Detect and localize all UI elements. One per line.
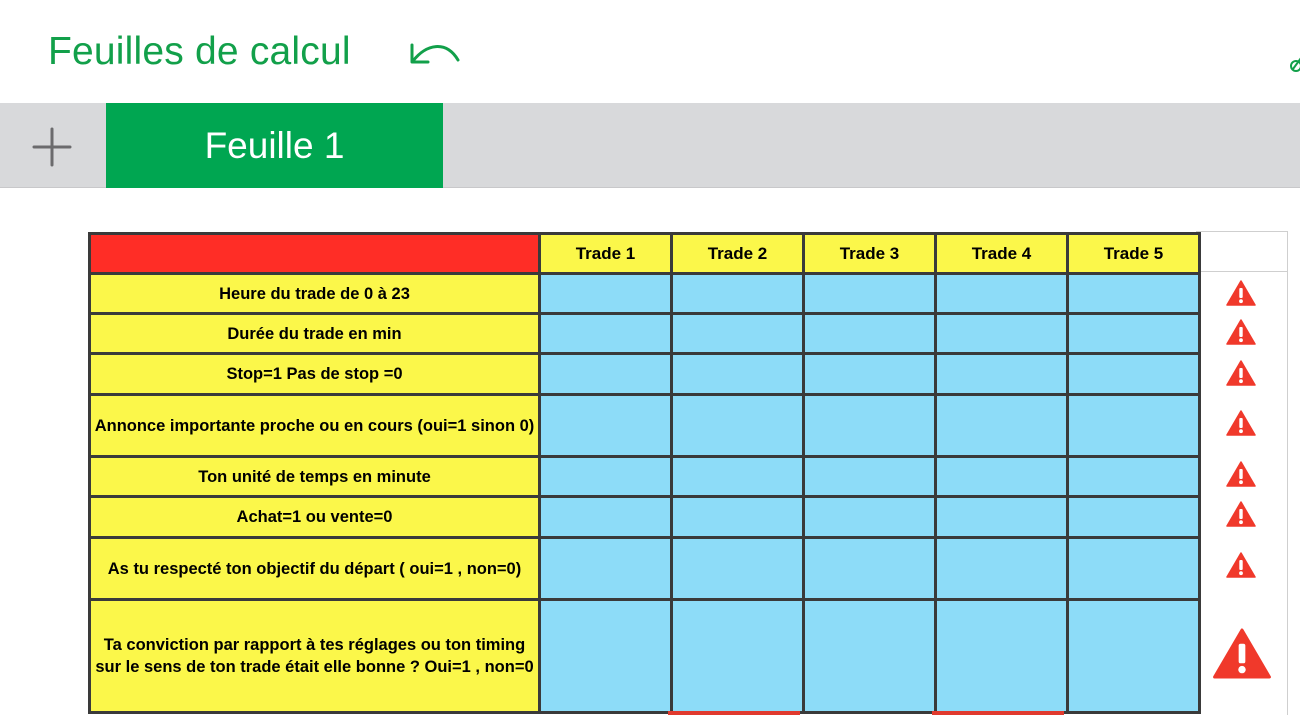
data-cell[interactable] [936,497,1068,538]
corner-cell[interactable] [90,234,540,274]
data-cell[interactable] [672,457,804,497]
table-row [90,538,1200,600]
data-cell[interactable] [540,274,672,314]
data-cell[interactable] [1068,395,1200,457]
data-cell[interactable] [936,395,1068,457]
cell-error-indicator [668,711,800,715]
row-label[interactable]: Achat=1 ou vente=0 [90,497,540,538]
undo-button[interactable] [404,36,462,70]
grid-line [1196,271,1288,272]
data-cell[interactable] [540,354,672,395]
data-cell[interactable] [672,395,804,457]
data-cell[interactable] [936,457,1068,497]
data-cell[interactable] [672,497,804,538]
header-trade-4[interactable]: Trade 4 [936,234,1068,274]
data-cell[interactable] [936,354,1068,395]
data-cell[interactable] [540,457,672,497]
data-cell[interactable] [1068,538,1200,600]
data-cell[interactable] [540,497,672,538]
data-cell[interactable] [804,497,936,538]
data-cell[interactable] [804,354,936,395]
header-trade-5[interactable]: Trade 5 [1068,234,1200,274]
data-cell[interactable] [804,457,936,497]
table-row [90,395,1200,457]
data-cell[interactable] [1068,354,1200,395]
data-cell[interactable] [672,538,804,600]
grid-line [1287,231,1288,715]
sheet-tab-bar [0,103,1300,188]
table-row [90,274,1200,314]
table-row [90,600,1200,713]
row-label[interactable]: Ton unité de temps en minute [90,457,540,497]
row-label[interactable]: Annonce importante proche ou en cours (oui=1 sinon 0) [90,395,540,457]
table-row [90,354,1200,395]
warning-icon[interactable] [1226,360,1256,386]
data-cell[interactable] [804,274,936,314]
data-cell[interactable] [540,538,672,600]
data-cell[interactable] [936,314,1068,354]
plus-icon [22,121,82,173]
data-cell[interactable] [936,538,1068,600]
data-cell[interactable] [672,600,804,713]
row-label[interactable]: Durée du trade en min [90,314,540,354]
edit-icon[interactable] [1287,52,1300,74]
row-label[interactable]: Ta conviction par rapport à tes réglages ou ton timing sur le sens de ton trade était elle bonne ? Oui=1 , non=0 [90,600,540,713]
data-cell[interactable] [1068,600,1200,713]
undo-icon [404,36,462,70]
data-cell[interactable] [804,314,936,354]
warning-icon[interactable] [1226,461,1256,487]
data-cell[interactable] [672,354,804,395]
warning-icon[interactable] [1226,319,1256,345]
warning-icon[interactable] [1226,410,1256,436]
warning-icon[interactable] [1226,552,1256,578]
spreadsheets-back-link[interactable]: Feuilles de calcul [48,30,351,73]
data-cell[interactable] [804,395,936,457]
cell-error-indicator [932,711,1064,715]
header-trade-1[interactable]: Trade 1 [540,234,672,274]
data-cell[interactable] [936,600,1068,713]
data-cell[interactable] [1068,274,1200,314]
table-row [90,497,1200,538]
header-trade-3[interactable]: Trade 3 [804,234,936,274]
sheet-canvas [0,188,1300,715]
data-cell[interactable] [540,600,672,713]
header-trade-2[interactable]: Trade 2 [672,234,804,274]
table-row [90,457,1200,497]
row-label[interactable]: Heure du trade de 0 à 23 [90,274,540,314]
row-label[interactable]: As tu respecté ton objectif du départ ( oui=1 , non=0) [90,538,540,600]
data-cell[interactable] [804,538,936,600]
data-cell[interactable] [540,314,672,354]
tab-feuille-1[interactable]: Feuille 1 [106,103,443,188]
data-cell[interactable] [1068,497,1200,538]
data-cell[interactable] [804,600,936,713]
app-header [0,0,1300,103]
data-cell[interactable] [1068,457,1200,497]
warning-icon[interactable] [1226,501,1256,527]
header-row [90,234,1200,274]
grid-line [1196,231,1288,232]
warning-icon-selected[interactable] [1212,628,1272,679]
table-row [90,314,1200,354]
data-cell[interactable] [1068,314,1200,354]
data-cell[interactable] [936,274,1068,314]
add-sheet-button[interactable] [22,121,82,173]
data-cell[interactable] [672,314,804,354]
data-cell[interactable] [672,274,804,314]
warning-icon[interactable] [1226,280,1256,306]
row-label[interactable]: Stop=1 Pas de stop =0 [90,354,540,395]
trade-table [88,232,1201,714]
data-cell[interactable] [540,395,672,457]
